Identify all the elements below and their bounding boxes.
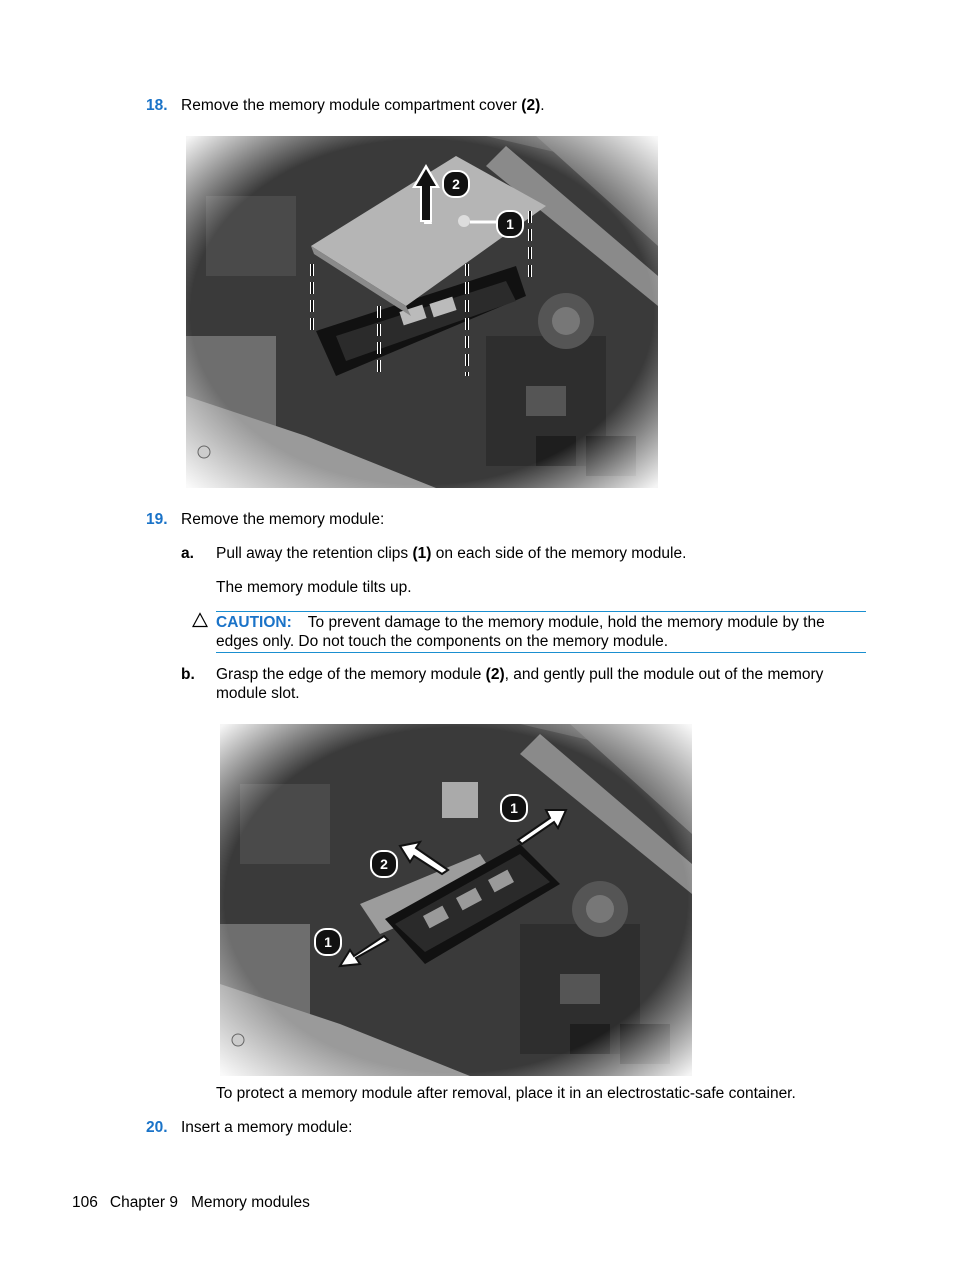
step-number: 18. (146, 97, 168, 114)
page-footer (72, 1193, 310, 1213)
figure-remove-cover (186, 136, 658, 488)
step-20-text: Insert a memory module: (181, 1119, 353, 1136)
caution-icon (192, 612, 208, 628)
callout-2: 2 (442, 170, 470, 198)
substep-a-letter: a. (181, 545, 194, 562)
step-number: 20. (146, 1119, 168, 1136)
substep-b-text-line2: module slot. (216, 685, 300, 702)
figure-remove-module (220, 724, 692, 1076)
callout-1: 1 (496, 210, 524, 238)
protect-note: To protect a memory module after removal, place it in an electrostatic-safe container. (216, 1085, 796, 1102)
step-18 (146, 96, 168, 116)
step-19-text: Remove the memory module: (181, 511, 385, 528)
step-18-text: Remove the memory module compartment cover (2). (181, 97, 545, 114)
step-20 (146, 1118, 168, 1138)
page-number: 106 (72, 1194, 98, 1211)
tilt-note: The memory module tilts up. (216, 579, 412, 596)
caution-label: CAUTION: (216, 614, 292, 631)
substep-b-letter: b. (181, 666, 195, 683)
step-19 (146, 510, 168, 530)
callout-1-bottom: 1 (314, 928, 342, 956)
step-number: 19. (146, 511, 168, 528)
caution-line-2: edges only. Do not touch the components on the memory module. (216, 633, 669, 650)
substep-a-text: Pull away the retention clips (1) on each side of the memory module. (216, 545, 687, 562)
footer-chapter: Chapter 9 (109, 1194, 178, 1211)
callout-1-top: 1 (500, 794, 528, 822)
callout-2: 2 (370, 850, 398, 878)
caution-box (216, 611, 866, 653)
caution-line-1: CAUTION: To prevent damage to the memory module, hold the memory module by the (216, 614, 825, 631)
substep-b-text: Grasp the edge of the memory module (2), and gently pull the module out of the memory (216, 666, 824, 683)
footer-section: Memory modules (190, 1194, 310, 1211)
